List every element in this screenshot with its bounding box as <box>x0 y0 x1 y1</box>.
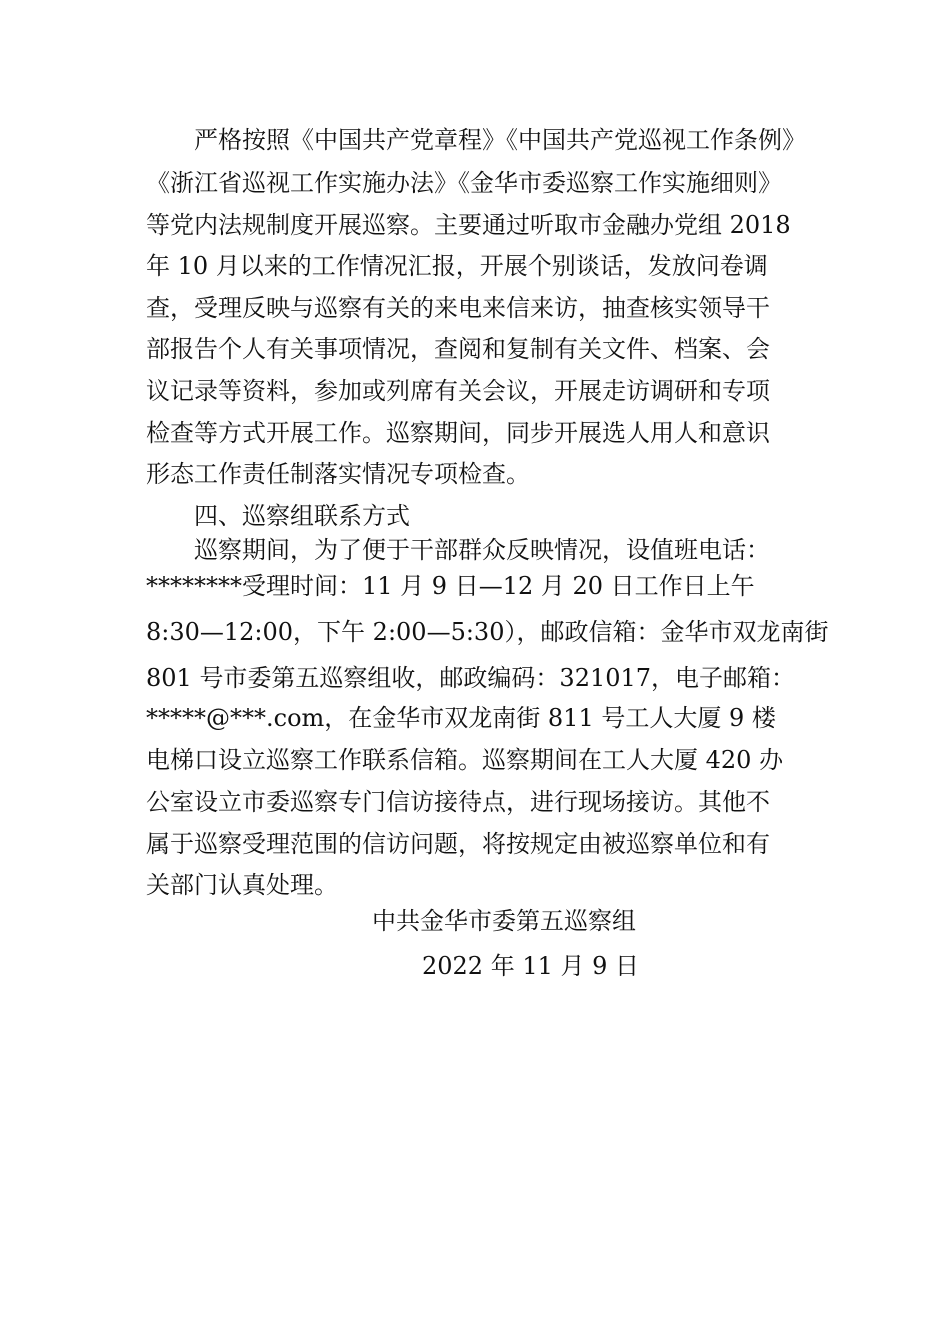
paragraph-2-line-4: 801 号市委第五巡察组收，邮政编码：321017，电子邮箱： <box>146 664 796 692</box>
paragraph-1-line-6: 部报告个人有关事项情况，查阅和复制有关文件、档案、会 <box>146 335 770 363</box>
paragraph-1-line-7: 议记录等资料，参加或列席有关会议，开展走访调研和专项 <box>146 377 770 405</box>
paragraph-2-line-5: *****@***.com，在金华市双龙南街 811 号工人大厦 9 楼 <box>146 704 776 732</box>
paragraph-1-line-8: 检查等方式开展工作。巡察期间，同步开展选人用人和意识 <box>146 419 770 447</box>
paragraph-1-line-3: 等党内法规制度开展巡察。主要通过听取市金融办党组 2018 <box>146 211 791 239</box>
paragraph-2-line-8: 属于巡察受理范围的信访问题，将按规定由被巡察单位和有 <box>146 830 770 858</box>
paragraph-2-line-6: 电梯口设立巡察工作联系信箱。巡察期间在工人大厦 420 办 <box>146 746 784 774</box>
paragraph-2-line-9: 关部门认真处理。 <box>146 871 338 899</box>
paragraph-2-line-3: 8:30—12:00，下午 2:00—5:30），邮政信箱：金华市双龙南街 <box>146 618 829 646</box>
section-heading: 四、巡察组联系方式 <box>146 502 410 530</box>
paragraph-1-line-5: 查，受理反映与巡察有关的来电来信来访，抽查核实领导干 <box>146 294 770 322</box>
paragraph-1-line-4: 年 10 月以来的工作情况汇报，开展个别谈话，发放问卷调 <box>146 252 768 280</box>
paragraph-2-line-1: 巡察期间，为了便于干部群众反映情况，设值班电话： <box>146 536 770 564</box>
paragraph-2-line-7: 公室设立市委巡察专门信访接待点，进行现场接访。其他不 <box>146 788 770 816</box>
signature-org: 中共金华市委第五巡察组 <box>372 907 636 935</box>
paragraph-1-line-2: 《浙江省巡视工作实施办法》《金华市委巡察工作实施细则》 <box>146 169 782 197</box>
paragraph-2-line-2: ********受理时间：11 月 9 日—12 月 20 日工作日上午 <box>146 572 755 600</box>
signature-date: 2022 年 11 月 9 日 <box>422 952 640 980</box>
paragraph-1-line-9: 形态工作责任制落实情况专项检查。 <box>146 460 530 488</box>
paragraph-1-line-1: 严格按照《中国共产党章程》《中国共产党巡视工作条例》 <box>146 126 806 154</box>
